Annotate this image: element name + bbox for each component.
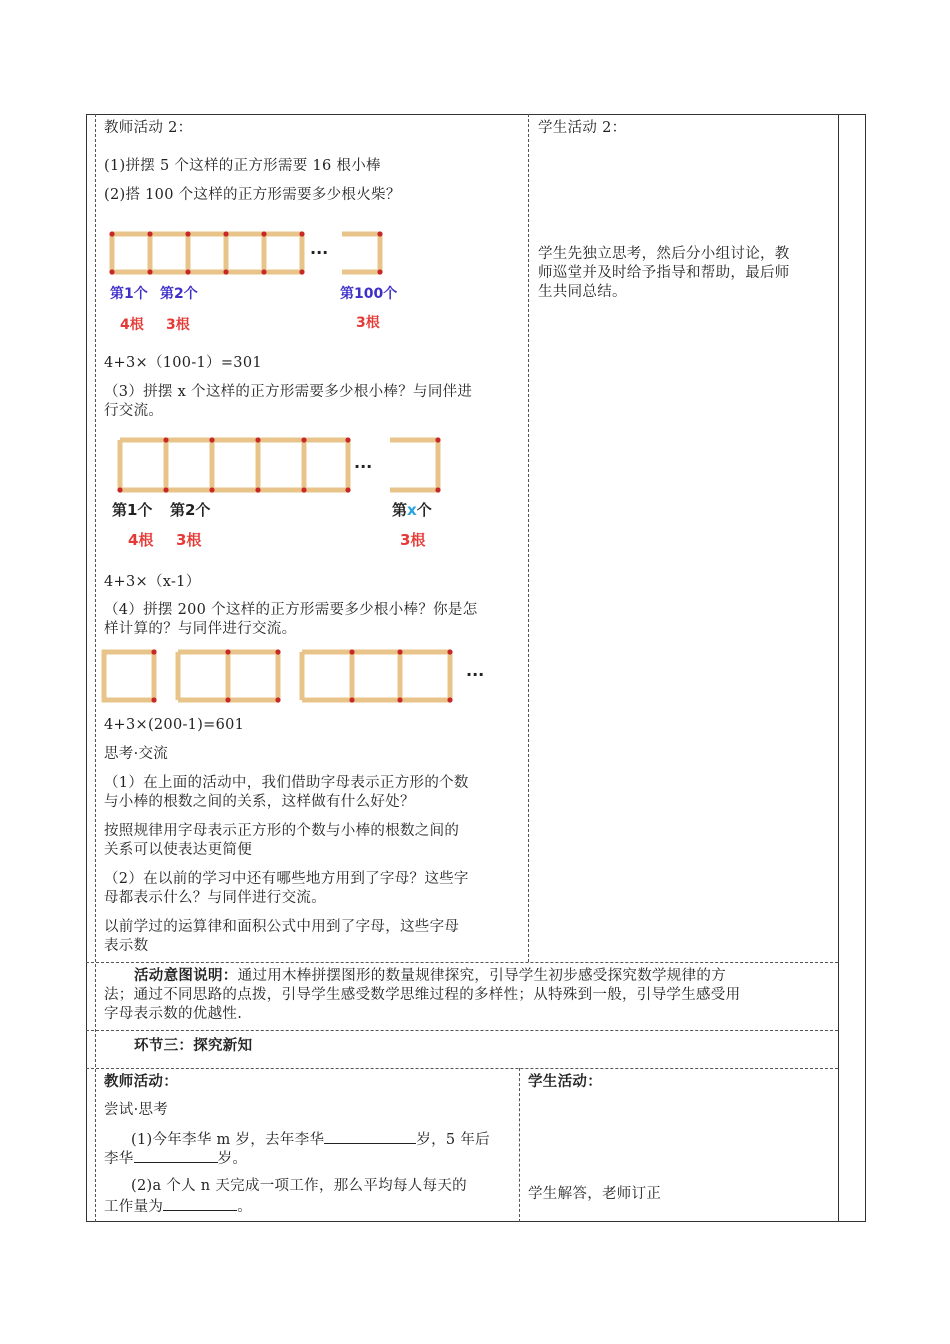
activity-intent-line-1 xyxy=(134,967,726,986)
matchstick-figure-x xyxy=(104,432,454,557)
answer-blank-last-year[interactable] xyxy=(324,1129,416,1144)
problem-1-text-b: 岁，5 年后 xyxy=(416,1132,490,1148)
table-inner-right-border xyxy=(838,114,839,1222)
problem-1-text-d: 岁。 xyxy=(217,1151,248,1167)
count-first: 4根 xyxy=(120,317,144,333)
matchstick-figure-100 xyxy=(104,226,414,336)
formula-1: 4+3×（100-1）=301 xyxy=(104,355,262,371)
section-3-student-heading: 学生活动： xyxy=(528,1074,602,1090)
think-answer-2-line-2: 表示数 xyxy=(104,938,149,954)
question-3-line-1: （3）拼摆 x 个这样的正方形需要多少根小棒？与同伴进 xyxy=(104,384,473,400)
label-second: 第2个 xyxy=(170,501,211,519)
think-question-1-line-2: 与小棒的根数之间的关系，这样做有什么好处？ xyxy=(104,794,415,810)
matchstick-figure-growing xyxy=(100,646,500,706)
section-3-teacher-heading: 教师活动： xyxy=(104,1074,178,1090)
think-answer-2-line-1: 以前学过的运算律和面积公式中用到了字母，这些字母 xyxy=(104,919,460,935)
question-3-line-2: 行交流。 xyxy=(104,403,164,419)
table-right-border xyxy=(865,114,866,1222)
label-first: 第1个 xyxy=(110,286,148,302)
label-last: 第x个 xyxy=(392,501,432,519)
section-3-title: 环节三：探究新知 xyxy=(134,1038,253,1054)
problem-2-text-c: 。 xyxy=(237,1199,253,1215)
activity-intent-text: 通过用木棒拼摆图形的数量规律探究，引导学生初步感受探究数学规律的方 xyxy=(237,968,727,984)
count-last: 3根 xyxy=(400,531,426,549)
ellipsis-dots: ··· xyxy=(466,665,485,684)
problem-2-line-2 xyxy=(104,1196,252,1217)
activity-intent-label: 活动意图说明： xyxy=(134,968,238,984)
problem-1-line-1 xyxy=(131,1129,490,1150)
student-activity-2-line-2: 师巡堂并及时给予指导和帮助，最后师 xyxy=(538,265,790,281)
count-second: 3根 xyxy=(176,531,202,549)
formula-3: 4+3×(200-1)=601 xyxy=(104,717,245,733)
question-2: (2)搭 100 个这样的正方形需要多少根火柴？ xyxy=(104,187,401,203)
ellipsis-dots: ··· xyxy=(310,243,329,262)
column-divider-top xyxy=(528,114,529,962)
student-activity-2-heading: 学生活动 2： xyxy=(538,120,627,136)
matchstick-squares-row xyxy=(112,234,380,272)
table-top-border xyxy=(86,114,866,115)
row-divider-3 xyxy=(86,1068,838,1069)
think-answer-1-line-2: 关系可以使表达更简便 xyxy=(104,842,252,858)
teacher-activity-2-heading: 教师活动 2： xyxy=(104,120,193,136)
activity-intent-line-3: 字母表示数的优越性. xyxy=(104,1006,243,1022)
left-column-divider xyxy=(95,114,96,1222)
row-divider-1 xyxy=(86,962,838,963)
table-left-border xyxy=(86,114,87,1222)
question-1: (1)拼摆 5 个这样的正方形需要 16 根小棒 xyxy=(104,158,381,174)
try-think-title: 尝试·思考 xyxy=(104,1102,169,1118)
question-4-line-2: 样计算的？与同伴进行交流。 xyxy=(104,621,297,637)
problem-1-line-2 xyxy=(104,1148,247,1169)
row-divider-2 xyxy=(86,1030,838,1031)
table-bottom-border xyxy=(86,1221,866,1222)
column-divider-bottom xyxy=(519,1068,520,1222)
count-second: 3根 xyxy=(166,317,190,333)
answer-blank-work-rate[interactable] xyxy=(163,1196,237,1211)
formula-2: 4+3×（x-1） xyxy=(104,574,201,590)
section-3-student-answer: 学生解答，老师订正 xyxy=(528,1186,662,1202)
problem-1-text-a: (1)今年李华 m 岁，去年李华 xyxy=(131,1132,325,1148)
think-exchange-title: 思考·交流 xyxy=(104,746,169,762)
student-activity-2-line-3: 生共同总结。 xyxy=(538,284,627,300)
label-first: 第1个 xyxy=(112,501,153,519)
think-question-2-line-2: 母都表示什么？与同伴进行交流。 xyxy=(104,890,326,906)
think-answer-1-line-1: 按照规律用字母表示正方形的个数与小棒的根数之间的 xyxy=(104,823,460,839)
count-last: 3根 xyxy=(356,315,380,331)
ellipsis-dots: ··· xyxy=(354,457,373,476)
question-4-line-1: （4）拼摆 200 个这样的正方形需要多少根小棒？你是怎 xyxy=(104,602,478,618)
activity-intent-line-2: 法；通过不同思路的点拨，引导学生感受数学思维过程的多样性；从特殊到一般，引导学生感受用 xyxy=(104,987,741,1003)
problem-2-line-1: (2)a 个人 n 天完成一项工作，那么平均每人每天的 xyxy=(131,1178,467,1194)
answer-blank-five-years[interactable] xyxy=(134,1148,218,1163)
think-question-1-line-1: （1）在上面的活动中，我们借助字母表示正方形的个数 xyxy=(104,775,469,791)
label-second: 第2个 xyxy=(160,286,198,302)
problem-1-text-c: 李华 xyxy=(104,1151,134,1167)
count-first: 4根 xyxy=(128,531,154,549)
label-last: 第100个 xyxy=(340,286,398,302)
student-activity-2-line-1: 学生先独立思考，然后分小组讨论，教 xyxy=(538,246,790,262)
problem-2-text-b: 工作量为 xyxy=(104,1199,164,1215)
think-question-2-line-1: （2）在以前的学习中还有哪些地方用到了字母？这些字 xyxy=(104,871,469,887)
